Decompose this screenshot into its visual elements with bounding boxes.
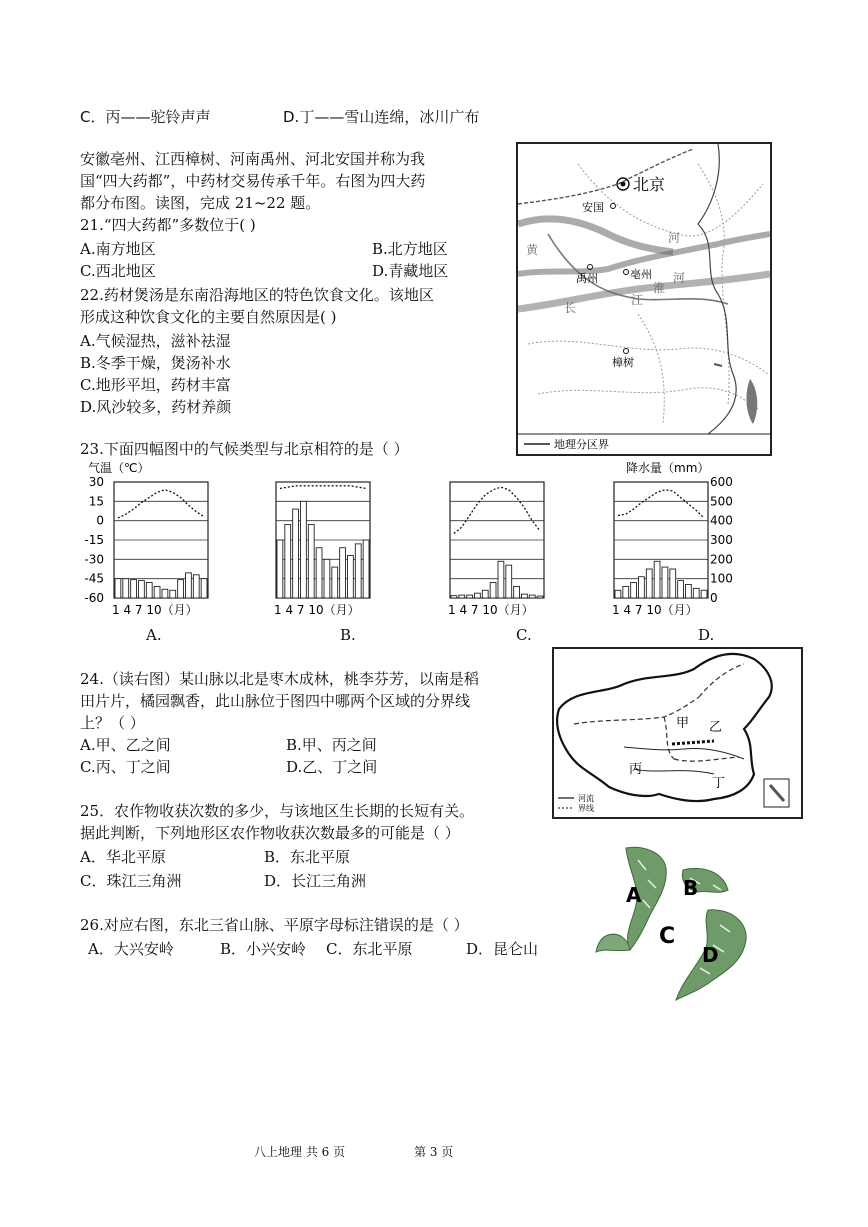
temp-tick-label: 15 (88, 494, 104, 509)
precip-bar (277, 540, 283, 598)
huang-label: 黄 (526, 243, 539, 257)
precip-bar (615, 590, 621, 598)
precip-tick-label: 300 (710, 533, 733, 547)
q26-option-b[interactable]: B．小兴安岭 (220, 940, 307, 958)
q26-option-a[interactable]: A．大兴安岭 (88, 940, 174, 958)
intro-line-3: 都分布图。读图，完成 21~22 题。 (80, 194, 321, 212)
yuzhou-label: 禹州 (576, 272, 598, 285)
q25-stem-1: 25．农作物收获次数的多少，与该地区生长期的长短有关。 (80, 802, 475, 820)
precip-bar (490, 583, 496, 598)
anguo-label: 安国 (582, 201, 604, 214)
q21-option-a[interactable]: A.南方地区 (80, 240, 156, 258)
medicine-capitals-map-svg (518, 144, 770, 454)
zhangshu-label: 樟树 (612, 356, 634, 369)
temp-tick-label: -45 (84, 571, 104, 586)
q26-option-c[interactable]: C．东北平原 (326, 940, 413, 958)
precip-bar (115, 579, 121, 598)
precip-bar (162, 589, 168, 598)
precip-tick-label: 200 (710, 552, 733, 567)
precip-bar (123, 579, 129, 598)
month-axis-label: 1 4 7 10（月） (612, 603, 698, 617)
temp-tick-label: -60 (84, 591, 104, 605)
q22-option-d[interactable]: D.风沙较多，药材养颜 (80, 398, 232, 416)
footer-page-count: 八上地理 共 6 页 (254, 1145, 346, 1159)
legend-boundary: 界线 (578, 804, 594, 813)
climate-chart-c (448, 482, 544, 617)
temperature-curve (454, 487, 540, 533)
option-d-top: D.丁——雪山连绵，冰川广布 (283, 108, 480, 126)
precip-bar (467, 595, 473, 598)
q24-stem-2: 田片片，橘园飘香，此山脉位于图四中哪两个区域的分界线 (80, 692, 471, 710)
precip-bar (363, 540, 369, 598)
q21-option-b[interactable]: B.北方地区 (372, 240, 448, 258)
precip-bar (537, 596, 543, 598)
q24-option-b[interactable]: B.甲、丙之间 (286, 736, 377, 754)
precip-bar (285, 525, 291, 598)
precip-bar (678, 581, 684, 598)
precip-bar (301, 501, 307, 598)
footer-page-number: 第 3 页 (414, 1145, 454, 1159)
chang-label: 长 (564, 301, 577, 315)
climate-chart-a (112, 482, 208, 617)
q22-option-a[interactable]: A.气候湿热，滋补祛湿 (80, 332, 231, 350)
temp-tick-label: -30 (84, 552, 104, 567)
month-axis-label: 1 4 7 10（月） (274, 603, 360, 617)
precip-bar (170, 590, 176, 598)
q23-stem: 23.下面四幅图中的气候类型与北京相符的是（ ） (80, 440, 409, 458)
intro-line-1: 安徽亳州、江西樟树、河南禹州、河北安国并称为我 (80, 150, 426, 168)
northeast-terrain-map (588, 840, 758, 1005)
precip-tick-label: 100 (710, 571, 733, 586)
q26-stem: 26.对应右图，东北三省山脉、平原字母标注错误的是（ ） (80, 916, 469, 934)
q22-option-c[interactable]: C.地形平坦，药材丰富 (80, 376, 231, 394)
q24-option-d[interactable]: D.乙、丁之间 (286, 758, 378, 776)
precip-bar (686, 584, 692, 598)
charts-group (112, 482, 708, 617)
q25-option-c[interactable]: C．珠江三角洲 (80, 872, 182, 890)
option-c-top: C．丙——驼铃声声 (80, 108, 211, 126)
he1-label: 河 (668, 231, 681, 245)
q23-option-c[interactable]: C. (516, 626, 532, 644)
precip-bar (514, 586, 520, 598)
precip-bar (482, 590, 488, 598)
precip-bar (332, 567, 338, 598)
climate-chart-b (274, 482, 370, 617)
precip-tick-label: 0 (710, 591, 718, 605)
precip-bar (178, 580, 184, 598)
precip-bar (701, 590, 707, 598)
precip-bar (623, 586, 629, 598)
q21-option-d[interactable]: D.青藏地区 (372, 262, 449, 280)
climate-chart-d (612, 482, 708, 617)
precip-bar (186, 573, 192, 598)
intro-line-2: 国“四大药都”，中药材交易传承千年。右图为四大药 (80, 172, 426, 190)
precip-tick-label: 500 (710, 494, 733, 509)
region-jia: 甲 (676, 716, 690, 731)
china-regions-map (552, 647, 803, 819)
precip-bar (670, 569, 676, 598)
q21-option-c[interactable]: C.西北地区 (80, 262, 156, 280)
jiang-label: 江 (631, 293, 644, 307)
beijing-label: 北京 (633, 175, 666, 194)
precip-bar (154, 586, 160, 598)
precip-bar (459, 595, 465, 598)
terrain-label-c: C (659, 924, 676, 949)
precip-tick-label: 400 (710, 513, 733, 528)
precip-bar (316, 548, 322, 598)
month-axis-label: 1 4 7 10（月） (448, 603, 534, 617)
china-regions-map-svg (554, 649, 801, 817)
precip-bar (201, 579, 207, 598)
precip-bar (355, 544, 361, 598)
q23-option-a[interactable]: A. (146, 626, 162, 644)
precip-bar (498, 561, 504, 598)
q24-option-a[interactable]: A.甲、乙之间 (80, 736, 171, 754)
he2-label: 河 (673, 271, 686, 285)
precip-bar (451, 596, 457, 598)
legend-river: 河流 (578, 794, 594, 803)
climate-charts (80, 458, 740, 648)
q21-stem: 21.“四大药都”多数位于( ) (80, 216, 256, 234)
precip-ticks (710, 475, 733, 605)
precip-bar (340, 548, 346, 598)
precip-bar (139, 581, 145, 598)
map1-legend: 地理分区界 (554, 438, 609, 451)
precip-tick-label: 600 (710, 475, 733, 489)
temperature-curve (618, 490, 704, 518)
temp-tick-label: -15 (84, 533, 104, 547)
temperature-curve (118, 490, 204, 518)
q25-option-a[interactable]: A．华北平原 (80, 848, 166, 866)
bozhou-label: 亳州 (630, 268, 652, 281)
q25-option-b[interactable]: B．东北平原 (264, 848, 351, 866)
precip-bar (631, 583, 637, 598)
precip-bar (324, 559, 330, 598)
temp-axis-label: 气温（℃） (88, 461, 150, 475)
terrain-label-b: B (683, 876, 699, 900)
q22-option-b[interactable]: B.冬季干燥，煲汤补水 (80, 354, 231, 372)
precip-bar (654, 561, 660, 598)
precip-bar (693, 588, 699, 598)
precip-bar (131, 580, 137, 598)
temp-ticks (84, 475, 104, 605)
temp-tick-label: 30 (88, 475, 104, 489)
q25-stem-2: 据此判断，下列地形区农作物收获次数最多的可能是（ ） (80, 824, 460, 842)
precip-bar (529, 595, 535, 598)
q25-option-d[interactable]: D．长江三角洲 (264, 872, 367, 890)
q23-option-b[interactable]: B. (340, 626, 356, 644)
medicine-capitals-map (516, 142, 772, 456)
precip-bar (293, 509, 299, 598)
precip-bar (662, 567, 668, 598)
region-ding: 丁 (712, 776, 726, 791)
huai-label: 淮 (653, 281, 666, 295)
precip-bar (348, 555, 354, 598)
precip-bar (646, 569, 652, 598)
q26-option-d[interactable]: D．昆仑山 (466, 940, 539, 958)
precip-bar (522, 594, 528, 598)
precip-bar (308, 525, 314, 598)
q24-stem-1: 24.（读右图）某山脉以北是枣木成林，桃李芬芳，以南是稻 (80, 670, 479, 688)
precip-bar (639, 577, 645, 598)
q23-option-d[interactable]: D. (698, 626, 715, 644)
precip-bar (475, 593, 481, 598)
q24-option-c[interactable]: C.丙、丁之间 (80, 758, 171, 776)
region-bing: 丙 (629, 762, 643, 777)
q22-stem-2: 形成这种饮食文化的主要自然原因是( ) (80, 308, 337, 326)
terrain-label-d: D (702, 943, 719, 967)
temperature-curve (280, 486, 366, 489)
precip-bar (506, 565, 512, 598)
q22-stem-1: 22.药材煲汤是东南沿海地区的特色饮食文化。该地区 (80, 286, 434, 304)
terrain-label-a: A (626, 883, 642, 907)
precip-axis-label: 降水量（mm） (626, 461, 710, 475)
region-yi: 乙 (709, 720, 723, 735)
precip-bar (193, 575, 199, 598)
q24-stem-3: 上？（ ） (80, 714, 145, 732)
precip-bar (146, 583, 152, 598)
month-axis-label: 1 4 7 10（月） (112, 603, 198, 617)
temp-tick-label: 0 (96, 513, 104, 528)
